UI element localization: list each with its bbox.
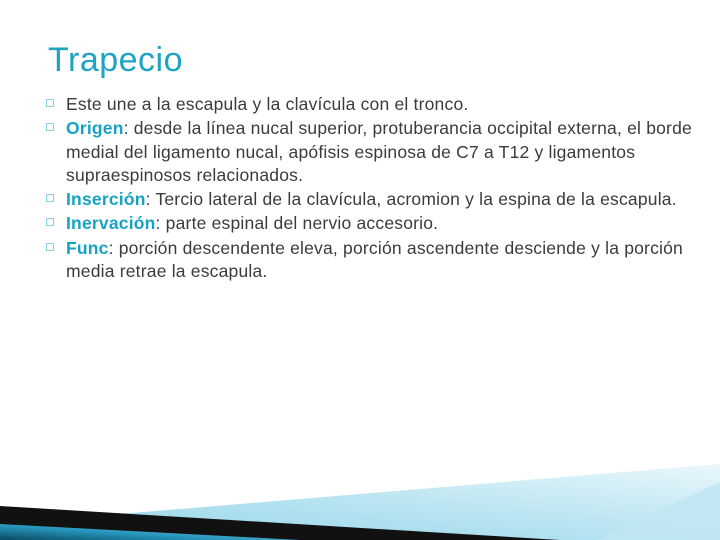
page-title: Trapecio — [48, 41, 184, 79]
list-item-lead: Func — [66, 237, 109, 258]
bullet-square-icon — [46, 243, 54, 251]
list-item-lead: Origen — [66, 118, 124, 139]
list-item — [44, 93, 694, 116]
list-item-lead: Inserción — [66, 189, 146, 210]
list-item-text: : porción descendente eleva, porción ascendente desciende y la porción media retrae la escapula. — [66, 237, 683, 281]
list-item-text: : Tercio lateral de la clavícula, acromion y la espina de la escapula. — [145, 189, 677, 210]
bullet-list — [44, 93, 694, 283]
bullet-square-icon — [46, 99, 54, 107]
list-item-text: Este une a la escapula y la clavícula con el tronco. — [66, 94, 469, 114]
list-item-text: : parte espinal del nervio accesorio. — [155, 213, 439, 234]
list-item — [44, 117, 694, 187]
bullet-square-icon — [46, 194, 54, 202]
slide-body — [44, 93, 694, 284]
list-item-text: : desde la línea nucal superior, protuberancia occipital externa, el borde medial del ligamento nucal, apófisis espinosa de C7 a T12 y ligamentos supraespinosos relacionados. — [66, 118, 692, 185]
list-item — [44, 212, 694, 235]
list-item-lead: Inervación — [66, 213, 156, 234]
slide-decoration — [0, 420, 720, 540]
bullet-square-icon — [46, 218, 54, 226]
list-item — [44, 188, 694, 211]
bullet-square-icon — [46, 123, 54, 131]
list-item — [44, 237, 694, 284]
